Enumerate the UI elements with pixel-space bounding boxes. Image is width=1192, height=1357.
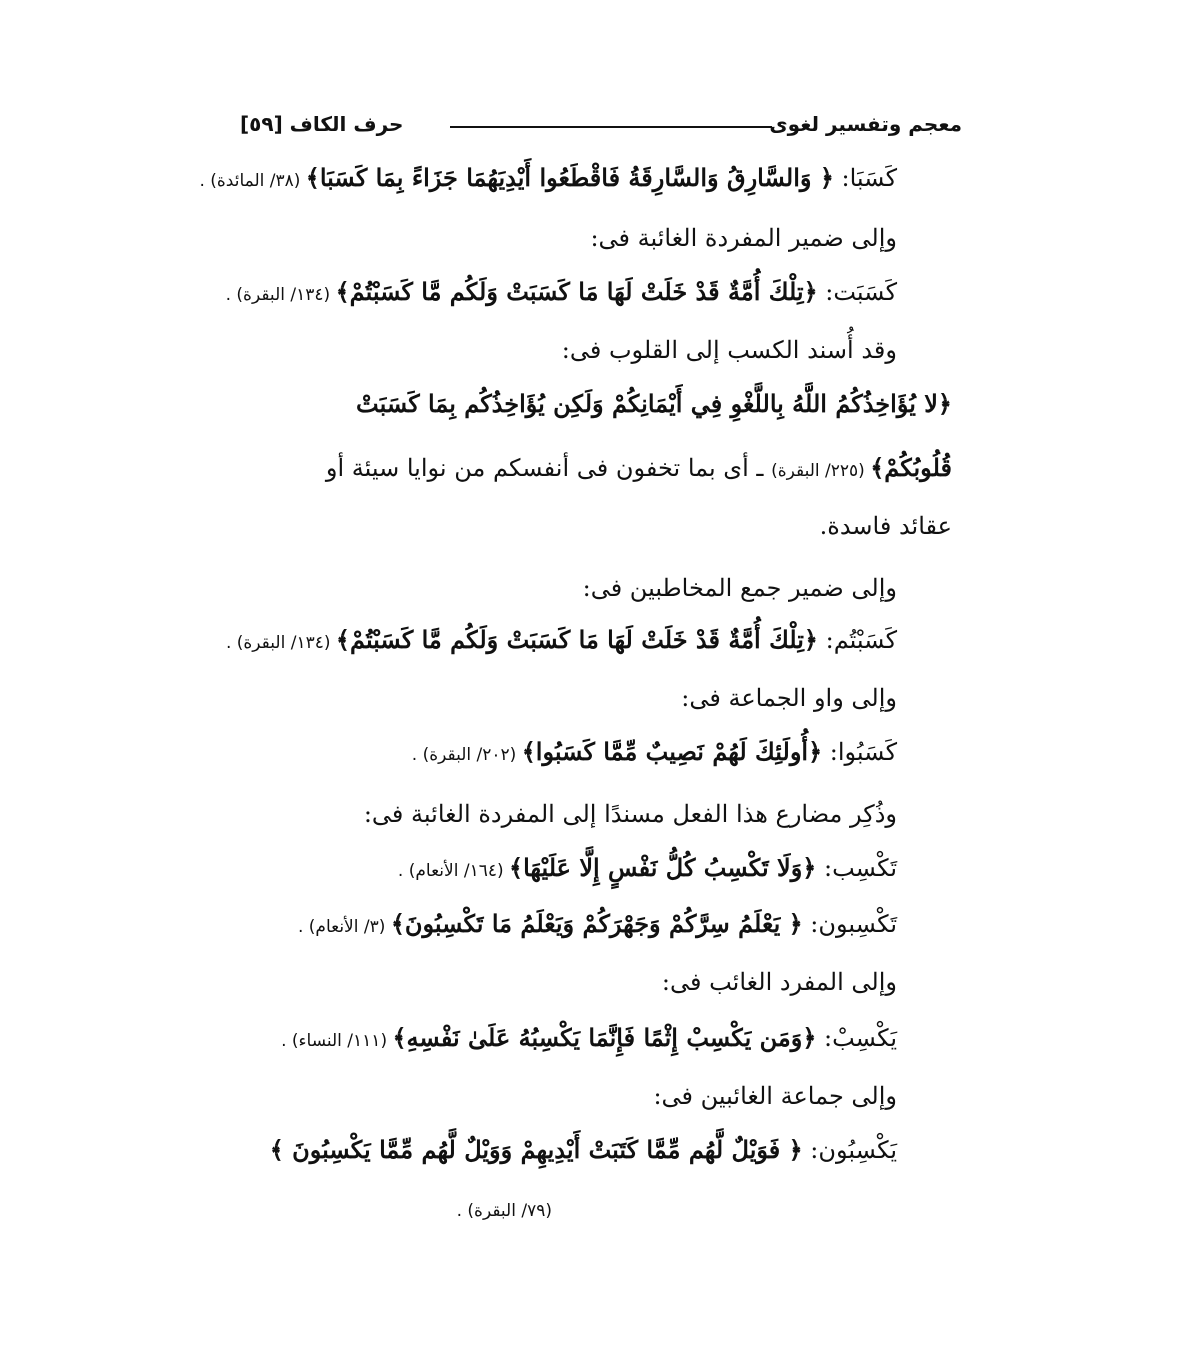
entry-kasabtum: [225, 620, 897, 663]
quran-verse: ﴿وَلَا تَكْسِبُ كُلُّ نَفْسٍ إِلَّا عَلَيْهَا﴾: [509, 853, 817, 882]
entry-word: كَسَبَت:: [817, 278, 897, 306]
section-note: [240, 678, 897, 718]
note-text: وإلى جماعة الغائبين فى:: [653, 1082, 897, 1110]
quran-verse: ﴿أُولَئِكَ لَهُمْ نَصِيبٌ مِّمَّا كَسَبُوا﴾: [521, 737, 823, 766]
quran-verse: ﴿تِلْكَ أُمَّةٌ قَدْ خَلَتْ لَهَا مَا كَسَبَتْ وَلَكُم مَّا كَسَبْتُمْ﴾: [335, 277, 818, 306]
entry-word: تَكْسِبون:: [802, 910, 897, 938]
section-label: حرف الكاف [٥٩]: [240, 112, 404, 136]
entry-kasabat: [225, 272, 897, 315]
page-header: [240, 110, 962, 144]
verse-reference: (١٦٤/ الأنعام) .: [397, 861, 510, 881]
note-text: وقد أُسند الكسب إلى القلوب فى:: [561, 336, 897, 364]
entry-yaksib: [240, 1018, 897, 1061]
section-note: [240, 568, 897, 608]
verse-reference: (١٣٤/ البقرة) .: [225, 633, 336, 653]
entry-kasabu: [240, 732, 897, 775]
verse-reference: (٢٢٥/ البقرة): [771, 461, 871, 481]
quran-verse: ﴿تِلْكَ أُمَّةٌ قَدْ خَلَتْ لَهَا مَا كَسَبَتْ وَلَكُم مَّا كَسَبْتُمْ﴾: [335, 625, 818, 654]
verse-reference: (٣٨/ المائدة) .: [199, 171, 306, 191]
quran-verse: ﴿ وَالسَّارِقُ وَالسَّارِقَةُ فَاقْطَعُوا أَيْدِيَهُمَا جَزَاءً بِمَا كَسَبَا﴾: [305, 163, 834, 192]
entry-yaksibun: [240, 1130, 897, 1170]
quran-verse: ﴿وَمَن يَكْسِبْ إِثْمًا فَإِنَّمَا يَكْسِبُهُ عَلَىٰ نَفْسِهِ﴾: [392, 1023, 817, 1052]
section-note: [240, 794, 897, 834]
entry-kasaba: [199, 158, 897, 201]
explanation-end: [240, 506, 952, 546]
reference-continuation: [240, 1188, 552, 1231]
section-note: [240, 330, 897, 370]
quran-verse: ﴿لا يُؤَاخِذُكُمُ اللَّهُ بِاللَّغْوِ فِي أَيْمَانِكُمْ وَلَكِن يُؤَاخِذُكُم بِمَا كَسَبَتْ: [356, 389, 952, 418]
header-rule: [450, 126, 772, 128]
explanation-text: ـ أى بما تخفون فى أنفسكم من نوايا سيئة أو: [325, 454, 764, 482]
book-title: معجم وتفسير لغوى: [769, 112, 962, 136]
explanation-text: عقائد فاسدة.: [819, 512, 952, 540]
entry-word: كَسَبَا:: [833, 164, 897, 192]
verse-reference: (٧٩/ البقرة) .: [456, 1201, 552, 1221]
note-text: وإلى ضمير جمع المخاطبين فى:: [582, 574, 897, 602]
verse-explanation-line: [240, 448, 952, 491]
verse-reference: (٣/ الأنعام) .: [297, 917, 391, 937]
quran-verse: قُلُوبُكُمْ﴾: [870, 453, 952, 482]
note-text: وإلى المفرد الغائب فى:: [661, 968, 897, 996]
verse-reference: (١١١/ النساء) .: [281, 1031, 393, 1051]
section-note: [240, 1076, 897, 1116]
note-text: وإلى واو الجماعة فى:: [681, 684, 897, 712]
note-text: وذُكِر مضارع هذا الفعل مسندًا إلى المفردة الغائبة فى:: [363, 800, 897, 828]
entry-word: كَسَبُوا:: [822, 738, 897, 766]
entry-taksibun: [240, 904, 897, 947]
entry-taksib: [240, 848, 897, 891]
verse-reference: (١٣٤/ البقرة) .: [225, 285, 336, 305]
verse-reference: (٢٠٢/ البقرة) .: [411, 745, 522, 765]
entry-word: تَكْسِب:: [816, 854, 897, 882]
quran-verse: ﴿ يَعْلَمُ سِرَّكُمْ وَجَهْرَكُمْ وَيَعْلَمُ مَا تَكْسِبُونَ﴾: [390, 909, 803, 938]
section-note: [240, 962, 897, 1002]
quran-verse-line: [240, 384, 952, 424]
quran-verse: ﴿ فَوَيْلٌ لَّهُم مِّمَّا كَتَبَتْ أَيْدِيهِمْ وَوَيْلٌ لَّهُم مِّمَّا يَكْسِبُونَ ﴾: [269, 1135, 803, 1164]
section-note: [240, 218, 897, 258]
note-text: وإلى ضمير المفردة الغائبة فى:: [590, 224, 897, 252]
entry-word: كَسَبْتُم:: [817, 626, 897, 654]
entry-word: يَكْسِبْ:: [816, 1024, 897, 1052]
entry-word: يَكْسِبُون:: [802, 1136, 897, 1164]
